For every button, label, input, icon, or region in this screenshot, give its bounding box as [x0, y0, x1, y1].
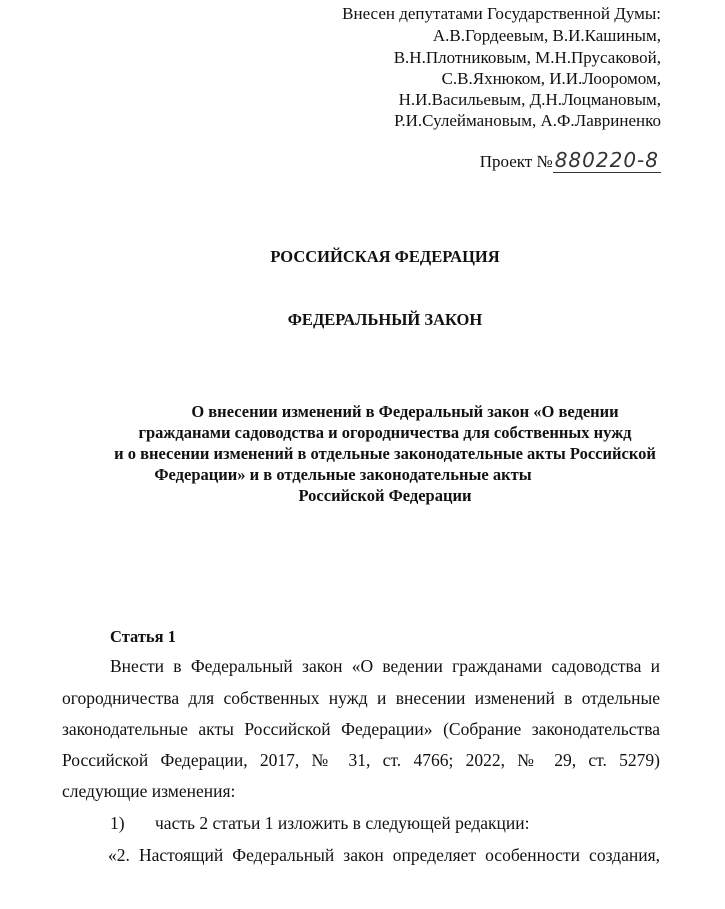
law-title-line: и о внесении изменений в отдельные законодательные акты Российской [114, 444, 656, 463]
project-label: Проект № [479, 152, 553, 171]
introduced-by-line: С.В.Яхнюком, И.И.Лооромом, [441, 69, 661, 88]
introduced-by-line: А.В.Гордеевым, В.И.Кашиным, [432, 26, 661, 45]
law-title-line: гражданами садоводства и огородничества для собственных нужд [138, 423, 632, 442]
quoted-text-line: «2. Настоящий Федеральный закон определяет особенности создания, [108, 845, 660, 865]
introduced-by-line: Р.И.Сулеймановым, А.Ф.Лавриненко [394, 111, 661, 130]
paragraph-line: Российской Федерации, 2017, № 31, ст. 4766; 2022, № 29, ст. 5279) [62, 750, 660, 770]
country-heading: РОССИЙСКАЯ ФЕДЕРАЦИЯ [270, 247, 500, 266]
project-number-line [480, 150, 661, 170]
law-title-line: Федерации» и в отдельные законодательные акты [154, 465, 532, 484]
law-title-line: О внесении изменений в Федеральный закон «О ведении [191, 402, 619, 421]
paragraph-line: законодательные акты Российской Федерации» (Собрание законодательства [62, 719, 660, 739]
law-title-line: Российской Федерации [298, 486, 472, 505]
introduced-by-line: В.Н.Плотниковым, М.Н.Прусаковой, [393, 48, 661, 67]
paragraph-line: огородничества для собственных нужд и внесении изменений в отдельные [62, 688, 660, 708]
article-heading: Статья 1 [110, 627, 176, 646]
paragraph-line: следующие изменения: [62, 781, 236, 801]
introduced-by-line: Н.И.Васильевым, Д.Н.Лоцмановым, [398, 90, 661, 109]
handwritten-project-number: 880220-8 [554, 148, 659, 172]
document-type-heading: ФЕДЕРАЛЬНЫЙ ЗАКОН [287, 310, 483, 329]
paragraph-line: Внести в Федеральный закон «О ведении гражданами садоводства и [110, 656, 660, 676]
list-item-text: часть 2 статьи 1 изложить в следующей редакции: [155, 813, 530, 833]
introduced-by-line: Внесен депутатами Государственной Думы: [342, 4, 661, 23]
list-item-number: 1) [110, 813, 125, 833]
